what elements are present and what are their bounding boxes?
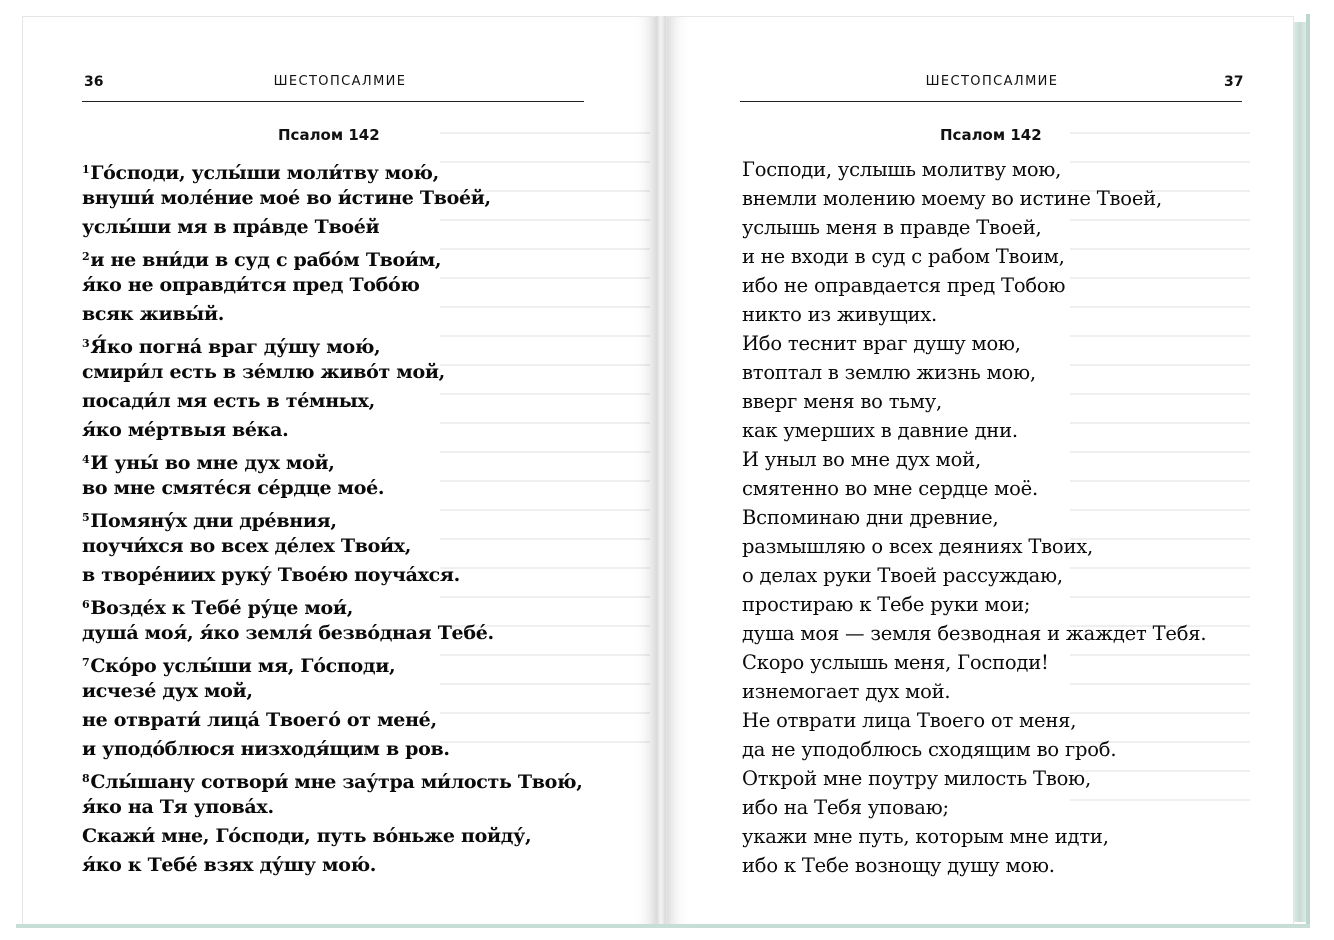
running-header-left: ШЕСТОПСАЛМИЕ [273, 74, 407, 89]
verse-text: Скажи́ мне, Го́споди, путь во́ньже пойду́, [82, 825, 532, 847]
psalm-title-left: Псалом 142 [278, 126, 380, 144]
verse-line: да не уподоблюсь сходящим во гроб. [742, 738, 1117, 761]
verse-text: Помяну́х дни дре́вния, [90, 510, 337, 532]
verse-line [82, 619, 583, 648]
verse-text: я́ко не оправди́тся пред Тобо́ю [82, 274, 420, 296]
psalm-text-russian [742, 155, 1206, 880]
verse-line: услышь меня в правде Твоей, [742, 216, 1042, 239]
verse-line [82, 648, 583, 677]
verse-line: Ибо теснит враг душу мою, [742, 332, 1021, 355]
verse-line [82, 793, 583, 822]
verse-line: Скоро услышь меня, Господи! [742, 651, 1049, 674]
verse-number: 6 [82, 598, 90, 611]
verse-text: не отврати́ лица́ Твоего́ от мене́, [82, 709, 437, 731]
verse-line [82, 706, 583, 735]
verse-text: я́ко к Тебе́ взях ду́шу мою́. [82, 854, 377, 876]
verse-line [82, 242, 583, 271]
verse-text: смири́л есть в зе́млю живо́т мой, [82, 361, 445, 383]
verse-line: никто из живущих. [742, 303, 938, 326]
verse-text: Я́ко погна́ враг ду́шу мою́, [90, 336, 381, 358]
verse-line: простираю к Тебе руки мои; [742, 593, 1031, 616]
verse-line: ибо не оправдается пред Тобою [742, 274, 1066, 297]
verse-text: душа́ моя́, я́ко земля́ безво́дная Тебе́. [82, 622, 494, 644]
verse-number: 8 [82, 772, 90, 785]
verse-line [82, 503, 583, 532]
verse-line [82, 851, 583, 880]
verse-line: И уныл во мне дух мой, [742, 448, 981, 471]
verse-text: в творе́ниих руку́ Твое́ю поуча́хся. [82, 564, 460, 586]
verse-line [82, 358, 583, 387]
verse-line: и не входи в суд с рабом Твоим, [742, 245, 1065, 268]
page-number-left: 36 [84, 74, 104, 90]
running-header-right: ШЕСТОПСАЛМИЕ [925, 74, 1059, 89]
verse-line: внемли молению моему во истине Твоей, [742, 187, 1162, 210]
verse-line [82, 561, 583, 590]
verse-number: 5 [82, 511, 90, 524]
verse-text: поучи́хся во всех де́лех Твои́х, [82, 535, 412, 557]
verse-number: 1 [82, 163, 90, 176]
verse-text: я́ко ме́ртвыя ве́ка. [82, 419, 289, 441]
verse-line: размышляю о всех деяниях Твоих, [742, 535, 1094, 558]
verse-line [82, 445, 583, 474]
verse-text: посади́л мя есть в те́мных, [82, 390, 375, 412]
verse-text: Го́споди, услы́ши моли́тву мою́, [90, 162, 439, 184]
verse-text: И уны́ во мне дух мой, [90, 452, 335, 474]
verse-text: и уподо́блюся низходя́щим в ров. [82, 738, 450, 760]
verse-text: исчезе́ дух мой, [82, 680, 253, 702]
verse-line [82, 474, 583, 503]
verse-line [82, 329, 583, 358]
psalm-text-church-slavonic [82, 155, 583, 880]
verse-line: ибо к Тебе вознощу душу мою. [742, 854, 1055, 877]
verse-text: Слы́шану сотвори́ мне зау́тра ми́лость Твою́, [90, 771, 583, 793]
psalm-title-right: Псалом 142 [940, 126, 1042, 144]
verse-text: я́ко на Тя упова́х. [82, 796, 274, 818]
verse-line: вверг меня во тьму, [742, 390, 942, 413]
verse-line: Не отврати лица Твоего от меня, [742, 709, 1077, 732]
verse-number: 4 [82, 453, 90, 466]
verse-line: ибо на Тебя уповаю; [742, 796, 949, 819]
verse-text: всяк живы́й. [82, 303, 225, 325]
verse-line [82, 822, 583, 851]
verse-text: внуши́ моле́ние мое́ во и́стине Твое́й, [82, 187, 491, 209]
verse-line [82, 677, 583, 706]
verse-line: о делах руки Твоей рассуждаю, [742, 564, 1063, 587]
cover-edge [1306, 14, 1310, 926]
verse-line [82, 764, 583, 793]
header-rule-left [82, 101, 584, 102]
verse-line: Вспоминаю дни древние, [742, 506, 999, 529]
verse-line: душа моя — земля безводная и жаждет Тебя. [742, 622, 1207, 645]
verse-line: Господи, услышь молитву мою, [742, 158, 1062, 181]
verse-text: Ско́ро услы́ши мя, Го́споди, [90, 655, 396, 677]
verse-line: как умерших в давние дни. [742, 419, 1018, 442]
verse-line [82, 184, 583, 213]
verse-line [82, 532, 583, 561]
cover-bottom-edge [16, 924, 1310, 928]
verse-line [82, 416, 583, 445]
header-rule-right [740, 101, 1242, 102]
verse-number: 2 [82, 250, 90, 263]
verse-line: смятенно во мне сердце моё. [742, 477, 1038, 500]
verse-number: 3 [82, 337, 90, 350]
verse-line: втоптал в землю жизнь мою, [742, 361, 1036, 384]
verse-line: изнемогает дух мой. [742, 680, 951, 703]
verse-text: услы́ши мя в пра́вде Твое́й [82, 216, 380, 238]
verse-number: 7 [82, 656, 90, 669]
verse-line: Открой мне поутру милость Твою, [742, 767, 1091, 790]
verse-text: и не вни́ди в суд с рабо́м Твои́м, [90, 249, 442, 271]
verse-line [82, 387, 583, 416]
verse-line [82, 735, 583, 764]
verse-line [82, 590, 583, 619]
verse-line [82, 271, 583, 300]
book-gutter [656, 16, 666, 924]
verse-text: во мне смяте́ся се́рдце мое́. [82, 477, 385, 499]
page-number-right: 37 [1224, 74, 1244, 90]
verse-line [82, 213, 583, 242]
verse-line: укажи мне путь, которым мне идти, [742, 825, 1109, 848]
verse-text: Возде́х к Тебе́ ру́це мои́, [90, 597, 354, 619]
verse-line [82, 300, 583, 329]
verse-line [82, 155, 583, 184]
